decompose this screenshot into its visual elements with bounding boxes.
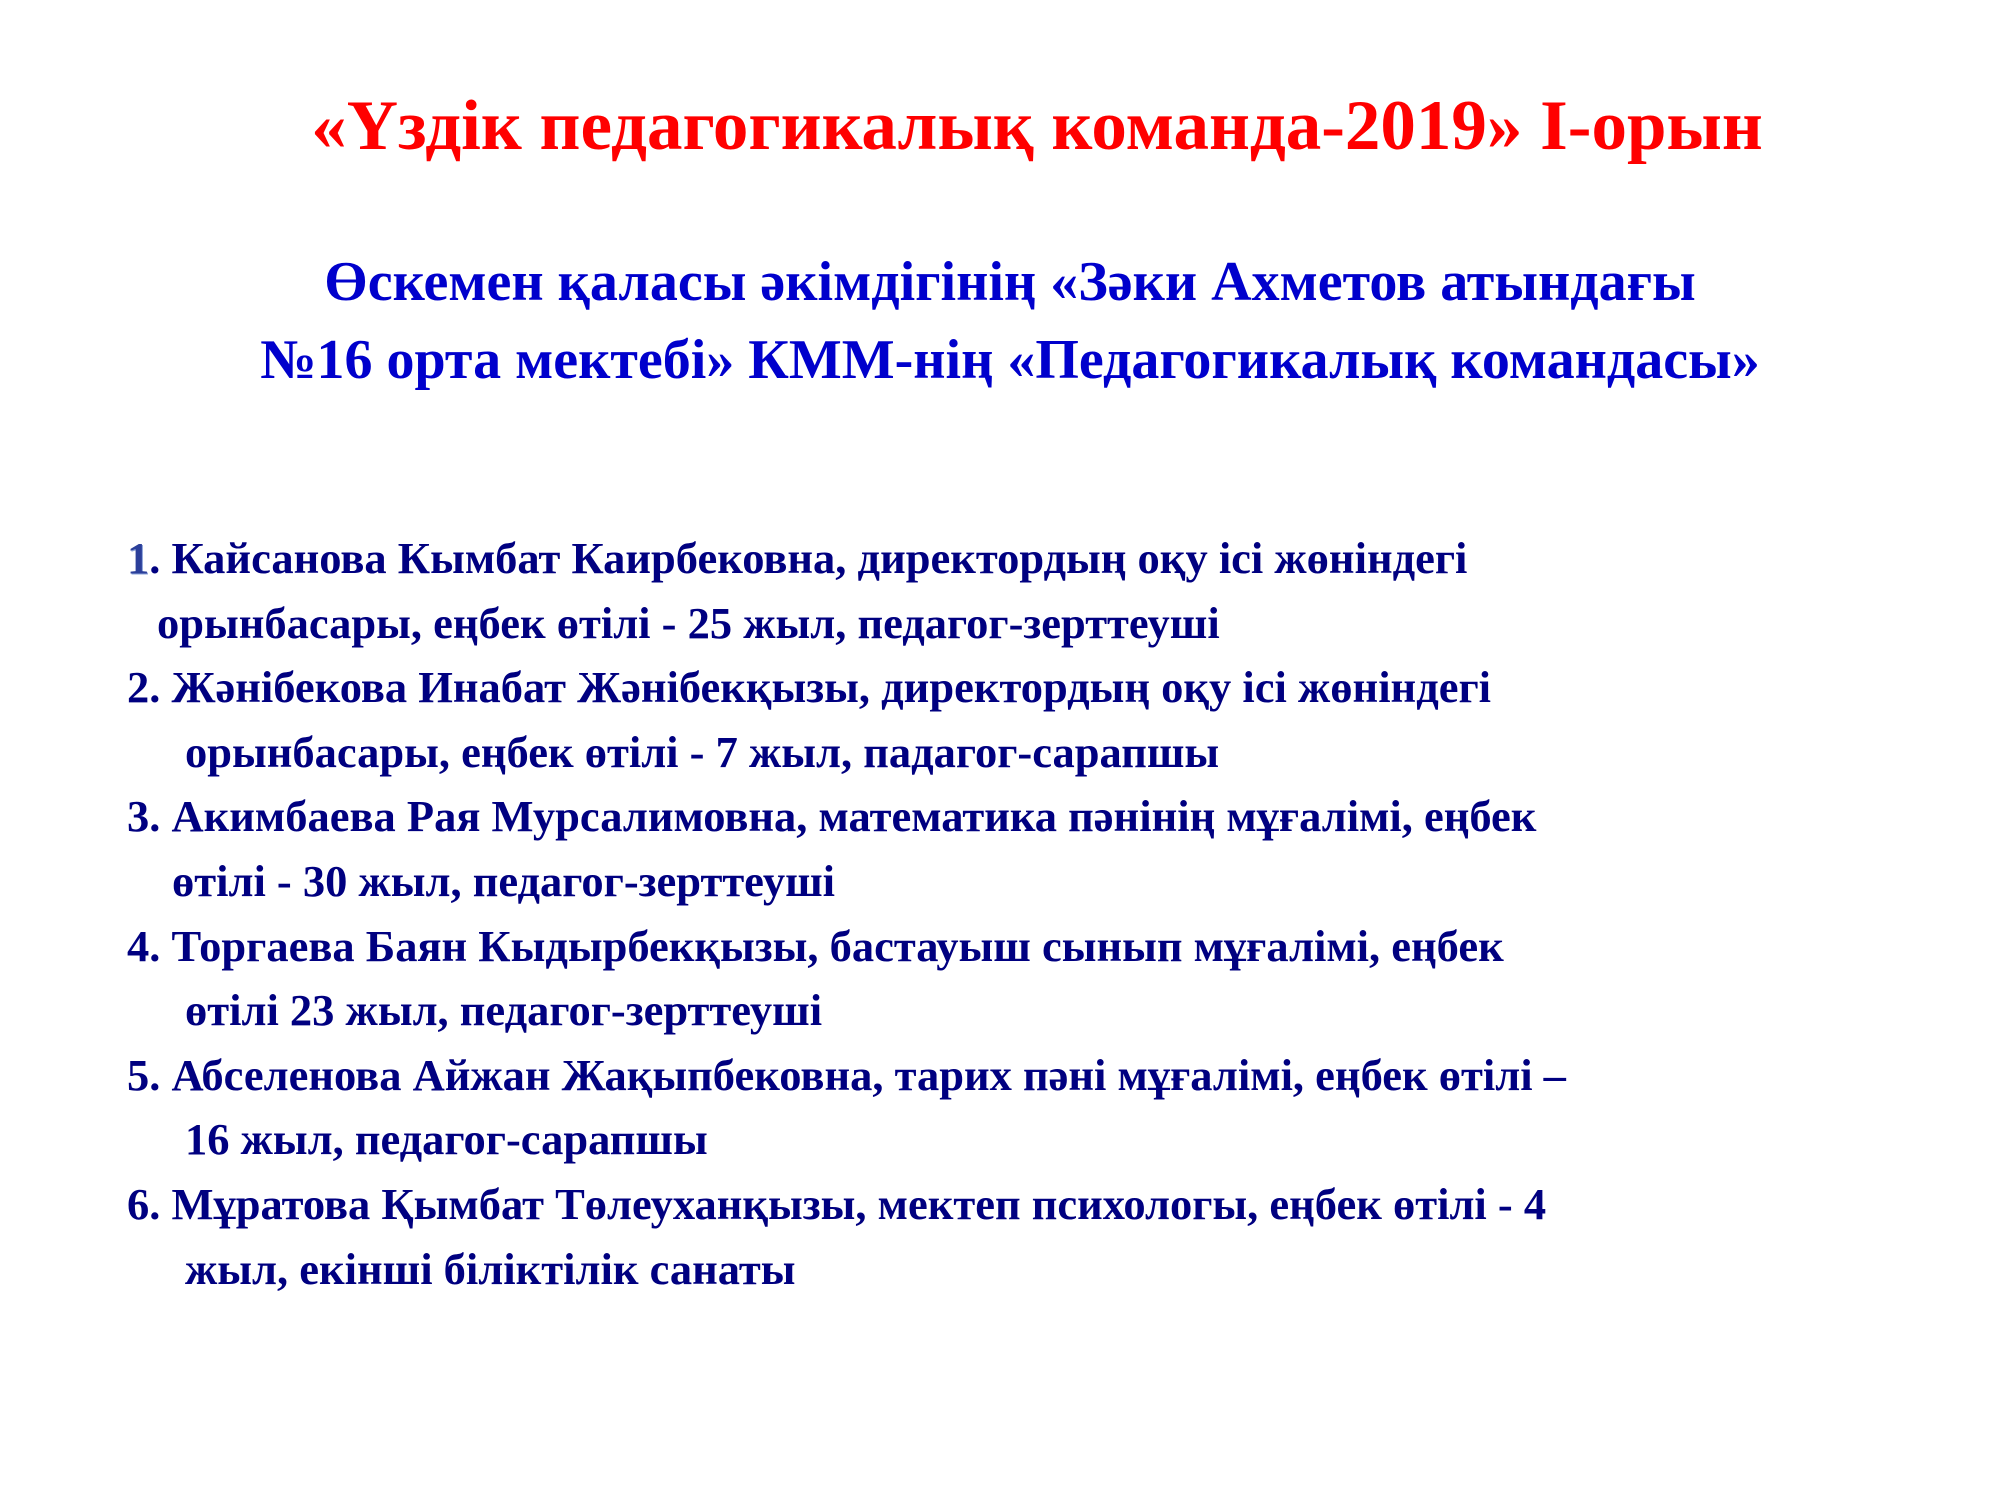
member-line-1 <box>127 914 1566 979</box>
school-subtitle <box>0 243 2000 399</box>
list-number: 6. <box>127 1178 161 1229</box>
member-line-1 <box>127 1172 1566 1237</box>
member-line-1 <box>127 526 1566 591</box>
member-line-2: өтілі 23 жыл, педагог-зерттеуші <box>185 985 823 1036</box>
list-number: 3. <box>127 791 161 842</box>
team-member-list <box>127 526 1566 1301</box>
member-line-1 <box>127 655 1566 720</box>
member-line-1 <box>127 784 1566 849</box>
member-line-2: 16 жыл, педагог-сарапшы <box>185 1114 708 1165</box>
member-line-1 <box>127 1043 1566 1108</box>
page-title: «Үздік педагогикалық команда-2019» І-орын <box>311 87 1763 165</box>
list-number: 1 <box>127 533 150 583</box>
member-text: Акимбаева Рая Мурсалимовна, математика пәнінің мұғалімі, еңбек <box>160 791 1537 842</box>
list-item <box>127 1172 1566 1301</box>
member-line-2: орынбасары, еңбек өтілі - 7 жыл, падагог-сарапшы <box>185 726 1220 777</box>
subtitle-line-1: Өскемен қаласы әкімдігінің «Зәки Ахметов атындағы <box>324 251 1696 313</box>
member-line-2: өтілі - 30 жыл, педагог-зерттеуші <box>172 855 836 906</box>
member-text: Абселенова Айжан Жақыпбековна, тарих пәні мұғалімі, еңбек өтілі – <box>160 1049 1566 1100</box>
member-line-2: жыл, екінші біліктілік санаты <box>185 1243 796 1294</box>
member-text: Жәнібекова Инабат Жәнібекқызы, директордың оқу ісі жөніндегі <box>160 662 1492 713</box>
list-item <box>127 526 1566 655</box>
member-text: Торгаева Баян Кыдырбекқызы, бастауыш сынып мұғалімі, еңбек <box>160 920 1504 971</box>
list-item <box>127 655 1566 784</box>
subtitle-line-2: №16 орта мектебі» КММ-нің «Педагогикалық командасы» <box>260 329 1760 391</box>
member-text: Мұратова Қымбат Төлеуханқызы, мектеп психологы, еңбек өтілі - 4 <box>160 1178 1547 1229</box>
list-number: 2. <box>127 662 161 713</box>
list-item <box>127 1043 1566 1172</box>
list-number: 4. <box>127 920 161 971</box>
member-line-2: орынбасары, еңбек өтілі - 25 жыл, педагог-зерттеуші <box>157 597 1220 648</box>
list-item <box>127 914 1566 1043</box>
list-number: 5. <box>127 1049 161 1100</box>
member-text: . Кайсанова Кымбат Каирбековна, директордың оқу ісі жөніндегі <box>149 533 1468 583</box>
list-item <box>127 784 1566 913</box>
